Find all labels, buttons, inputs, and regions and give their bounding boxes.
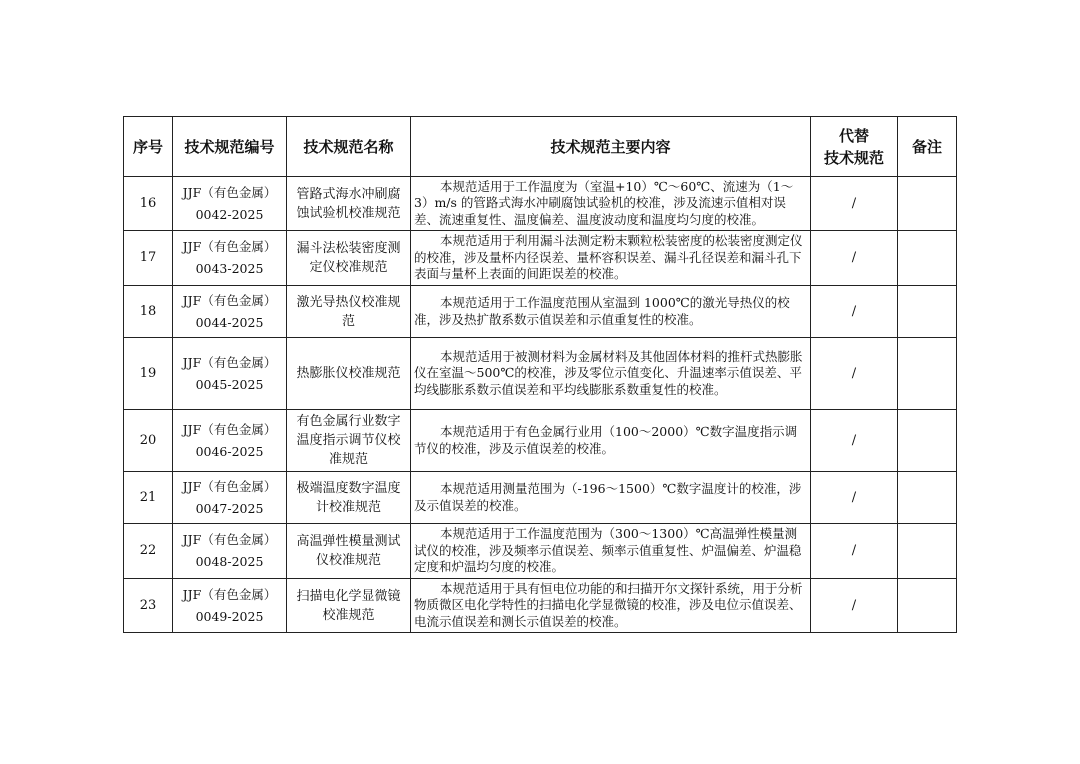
- spec-code-number: 0045-2025: [195, 376, 264, 392]
- spec-code: [173, 231, 287, 286]
- row-number: 19: [124, 338, 173, 410]
- row-number: 21: [124, 472, 173, 524]
- spec-remark: [898, 177, 957, 231]
- table-row: [124, 410, 957, 472]
- table-row: [124, 338, 957, 410]
- spec-code-prefix: JJF（有色金属）: [182, 239, 277, 254]
- row-number: 22: [124, 524, 173, 579]
- spec-code-number: 0048-2025: [195, 554, 264, 569]
- spec-code-number: 0049-2025: [195, 608, 264, 624]
- spec-code-number: 0042-2025: [195, 206, 264, 222]
- spec-code-prefix: JJF（有色金属）: [182, 292, 277, 308]
- spec-replace: /: [811, 579, 898, 633]
- spec-code-prefix: JJF（有色金属）: [182, 586, 277, 602]
- spec-remark: [898, 338, 957, 410]
- spec-remark: [898, 410, 957, 472]
- row-number: 16: [124, 177, 173, 231]
- spec-code-number: 0047-2025: [195, 500, 264, 516]
- table-row: [124, 177, 957, 231]
- spec-code: [173, 524, 287, 579]
- spec-content: 本规范适用于工作温度为（室温+10）℃～60℃、流速为（1～3）m/s 的管路式海水冲刷腐蚀试验机的校准，涉及流速示值相对误差、流速重复性、温度偏差、温度波动度和温度均匀度的校准。: [411, 177, 811, 231]
- spec-code-prefix: JJF（有色金属）: [182, 421, 277, 437]
- spec-name: 极端温度数字温度计校准规范: [287, 472, 411, 524]
- header-replace: [811, 117, 898, 177]
- table-row: [124, 231, 957, 286]
- spec-remark: [898, 286, 957, 338]
- row-number: 17: [124, 231, 173, 286]
- header-code: 技术规范编号: [173, 117, 287, 177]
- row-number: 20: [124, 410, 173, 472]
- spec-content: 本规范适用于有色金属行业用（100～2000）℃数字温度指示调节仪的校准，涉及示值误差的校准。: [411, 410, 811, 472]
- spec-name: 激光导热仪校准规范: [287, 286, 411, 338]
- header-content: 技术规范主要内容: [411, 117, 811, 177]
- table-row: [124, 579, 957, 633]
- spec-remark: [898, 579, 957, 633]
- spec-name: 有色金属行业数字温度指示调节仪校准规范: [287, 410, 411, 472]
- spec-code: [173, 286, 287, 338]
- spec-replace: /: [811, 524, 898, 579]
- spec-replace: /: [811, 286, 898, 338]
- spec-code-number: 0043-2025: [195, 261, 264, 276]
- table-row: [124, 472, 957, 524]
- spec-content: 本规范适用于工作温度范围为（300～1300）℃高温弹性模量测试仪的校准，涉及频率示值误差、频率示值重复性、炉温偏差、炉温稳定度和炉温均匀度的校准。: [411, 524, 811, 579]
- spec-content: 本规范适用于利用漏斗法测定粉末颗粒松装密度的松装密度测定仪的校准，涉及量杯内径误差、量杯容积误差、漏斗孔径误差和漏斗孔下表面与量杯上表面的间距误差的校准。: [411, 231, 811, 286]
- table-body: [124, 177, 957, 633]
- table-row: [124, 524, 957, 579]
- spec-replace: /: [811, 410, 898, 472]
- spec-code-prefix: JJF（有色金属）: [182, 354, 277, 370]
- spec-replace: /: [811, 472, 898, 524]
- spec-content: 本规范适用测量范围为（-196～1500）℃数字温度计的校准，涉及示值误差的校准。: [411, 472, 811, 524]
- spec-replace: /: [811, 231, 898, 286]
- spec-code-prefix: JJF（有色金属）: [182, 478, 277, 494]
- header-replace-line2: 技术规范: [823, 148, 884, 167]
- header-replace-line1: 代替: [838, 126, 869, 145]
- row-number: 18: [124, 286, 173, 338]
- spec-name: 管路式海水冲刷腐蚀试验机校准规范: [287, 177, 411, 231]
- spec-name: 热膨胀仪校准规范: [287, 338, 411, 410]
- spec-remark: [898, 472, 957, 524]
- spec-code-prefix: JJF（有色金属）: [182, 532, 277, 547]
- spec-code: [173, 338, 287, 410]
- spec-code-prefix: JJF（有色金属）: [182, 184, 277, 200]
- table-header-row: [124, 117, 957, 177]
- table-row: [124, 286, 957, 338]
- spec-code: [173, 579, 287, 633]
- spec-name: 高温弹性模量测试仪校准规范: [287, 524, 411, 579]
- spec-code: [173, 177, 287, 231]
- row-number: 23: [124, 579, 173, 633]
- spec-code-number: 0044-2025: [195, 314, 264, 330]
- header-remark: 备注: [898, 117, 957, 177]
- spec-replace: /: [811, 338, 898, 410]
- spec-name: 漏斗法松装密度测定仪校准规范: [287, 231, 411, 286]
- spec-code: [173, 410, 287, 472]
- spec-content: 本规范适用于工作温度范围从室温到 1000℃的激光导热仪的校准，涉及热扩散系数示值误差和示值重复性的校准。: [411, 286, 811, 338]
- header-name: 技术规范名称: [287, 117, 411, 177]
- header-no: 序号: [124, 117, 173, 177]
- spec-code-number: 0046-2025: [195, 443, 264, 459]
- spec-name: 扫描电化学显微镜校准规范: [287, 579, 411, 633]
- spec-content: 本规范适用于被测材料为金属材料及其他固体材料的推杆式热膨胀仪在室温～500℃的校准，涉及零位示值变化、升温速率示值误差、平均线膨胀系数示值误差和平均线膨胀系数重复性的校准。: [411, 338, 811, 410]
- spec-replace: /: [811, 177, 898, 231]
- spec-table: [123, 116, 957, 633]
- spec-code: [173, 472, 287, 524]
- spec-remark: [898, 524, 957, 579]
- spec-remark: [898, 231, 957, 286]
- spec-content: 本规范适用于具有恒电位功能的和扫描开尔文探针系统，用于分析物质微区电化学特性的扫描电化学显微镜的校准，涉及电位示值误差、电流示值误差和测长示值误差的校准。: [411, 579, 811, 633]
